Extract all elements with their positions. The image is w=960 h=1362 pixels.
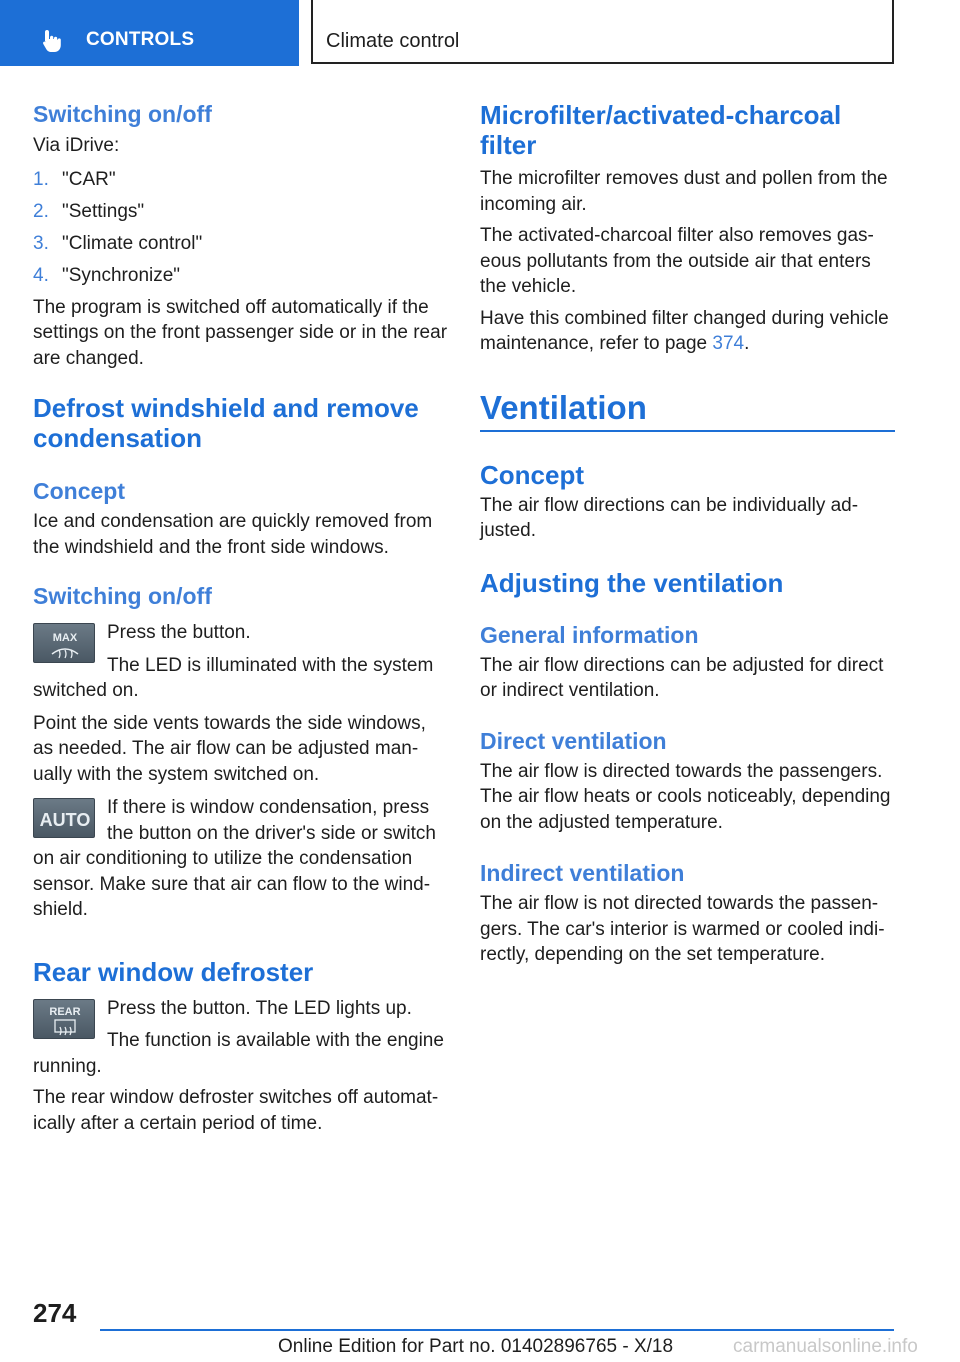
direct-ventilation-heading: Direct ventilation xyxy=(480,727,667,754)
footer-divider xyxy=(100,1329,894,1331)
indirect-ventilation-heading: Indirect ventilation xyxy=(480,860,685,886)
step-number: 2. xyxy=(33,200,49,222)
rear-label: REAR xyxy=(49,1005,81,1018)
list-item xyxy=(33,231,449,257)
chapter-divider xyxy=(480,430,895,432)
defrost-heading: Defrost windshield and remove condensation xyxy=(33,393,419,453)
rear-defrost-button-image xyxy=(33,999,95,1039)
filter-text-3-end: . xyxy=(744,333,750,354)
edition-text: Online Edition for Part no. 01402896765 - X/18 xyxy=(278,1336,674,1357)
adjusting-ventilation-heading: Adjusting the ventilation xyxy=(480,567,784,598)
indirect-ventilation-text: The air flow is not directed towards the passen‐gers. The car's interior is warmed or cooled indi‐rectly, depending on the set temperature. xyxy=(480,893,885,965)
step-text: "Climate control" xyxy=(62,232,203,254)
switching-on-off-heading: Switching on/off xyxy=(33,101,212,127)
press-button-text: Press the button. xyxy=(107,622,251,643)
vent-concept-heading: Concept xyxy=(480,459,584,490)
general-information-text: The air flow directions can be adjusted for direct or indirect ventilation. xyxy=(480,654,884,701)
auto-button-block xyxy=(33,795,449,923)
step-number: 1. xyxy=(33,168,49,190)
list-item xyxy=(33,199,449,225)
left-column xyxy=(33,100,449,1136)
max-label: MAX xyxy=(52,632,78,644)
ventilation-heading: Ventilation xyxy=(480,388,647,426)
side-vents-text: Point the side vents towards the side windows, as needed. The air flow can be adjusted man‐ually with the system switched on. xyxy=(33,712,426,785)
step-text: "Settings" xyxy=(62,200,145,222)
page-header xyxy=(0,0,960,66)
step-number: 3. xyxy=(33,232,49,254)
rear-button-block xyxy=(33,996,449,1080)
chapter-tab-label: CONTROLS xyxy=(86,29,195,50)
vent-concept-text: The air flow directions can be individually ad‐justed. xyxy=(480,494,859,541)
auto-button-image xyxy=(33,798,95,838)
rear-window-defroster-heading: Rear window defroster xyxy=(33,956,314,987)
page-374-link[interactable]: 374 xyxy=(712,333,745,354)
windshield-defrost-icon xyxy=(34,624,96,664)
watermark-text: carmanualsonline.info xyxy=(733,1336,918,1357)
rear-auto-off-text: The rear window defroster switches off automat‐ically after a certain period of time. xyxy=(33,1087,439,1134)
filter-text-3 xyxy=(480,306,896,357)
filter-heading: Microfilter/activated-charcoal filter xyxy=(480,100,842,160)
condensation-text: If there is window condensation, press the button on the driver's side or switch on air conditioning to utilize the condensation sensor. Make sure that air can flow to the wind‐shield. xyxy=(33,797,436,920)
section-tab-climate-control[interactable] xyxy=(311,0,894,64)
chapter-tab-controls[interactable] xyxy=(0,0,299,66)
direct-ventilation-text: The air flow is directed towards the passengers. The air flow heats or cools noticeably, depending on the adjusted temperature. xyxy=(480,760,891,833)
step-text: "Synchronize" xyxy=(62,264,181,286)
filter-text-1: The microfilter removes dust and pollen from the incoming air. xyxy=(480,168,888,215)
page-number: 274 xyxy=(33,1298,77,1328)
idrive-steps-list xyxy=(33,167,449,289)
max-button-block xyxy=(33,620,449,704)
general-information-heading: General information xyxy=(480,621,699,648)
list-item xyxy=(33,167,449,193)
concept-heading: Concept xyxy=(33,478,125,504)
max-defrost-button-image xyxy=(33,623,95,663)
section-tab-label: Climate control xyxy=(326,30,460,52)
concept-text: Ice and condensation are quickly removed from the windshield and the front side windows. xyxy=(33,511,433,558)
right-column xyxy=(480,100,896,968)
auto-label: AUTO xyxy=(39,810,91,830)
pointing-hand-icon xyxy=(40,28,66,54)
rear-press-text: Press the button. The LED lights up. xyxy=(107,997,412,1019)
step-number: 4. xyxy=(33,264,49,286)
list-item xyxy=(33,263,449,289)
led-illuminated-text: The LED is illuminated with the system switched on. xyxy=(33,654,434,701)
via-idrive-text: Via iDrive: xyxy=(33,135,120,156)
switching-on-off-heading-2: Switching on/off xyxy=(33,583,212,609)
filter-text-3-main: Have this combined filter changed during vehicle maintenance, refer to page xyxy=(480,307,889,354)
auto-icon xyxy=(34,799,96,839)
sync-note-text: The program is switched off automatically if the settings on the front passenger side or in the rear are changed. xyxy=(33,296,448,369)
rear-window-defrost-icon xyxy=(34,1000,96,1040)
step-text: "CAR" xyxy=(62,168,116,190)
filter-text-2: The activated-charcoal filter also removes gas‐eous pollutants from the outside air that enters the vehicle. xyxy=(480,225,874,297)
rear-engine-text: The function is available with the engine running. xyxy=(33,1030,444,1077)
